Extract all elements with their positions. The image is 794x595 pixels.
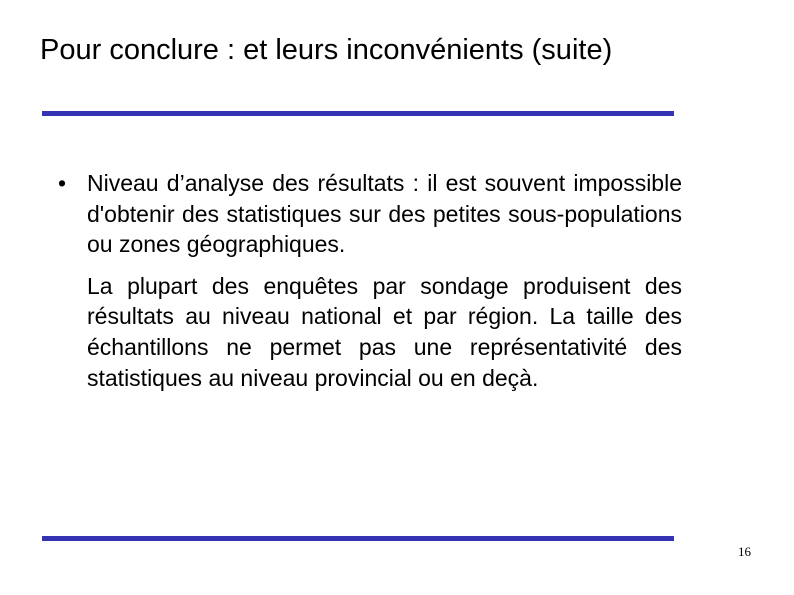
bullet-text: Niveau d’analyse des résultats : il est souvent impossible d'obtenir des statistiques sur des petites sous-populations ou zones géographiques.: [87, 170, 682, 258]
bullet-icon: •: [58, 170, 67, 196]
bullet-item: [56, 168, 682, 393]
slide-body: [56, 168, 682, 393]
continuation-paragraph: La plupart des enquêtes par sondage produisent des résultats au niveau national et par région. La taille des échantillons ne permet pas une représentativité des statistiques au niveau provincial ou en deçà.: [87, 272, 682, 391]
footer-divider: [42, 536, 674, 541]
title-underline-divider: [42, 111, 674, 116]
page-number: 16: [738, 544, 751, 559]
slide-title: Pour conclure : et leurs inconvénients (suite): [40, 34, 613, 66]
